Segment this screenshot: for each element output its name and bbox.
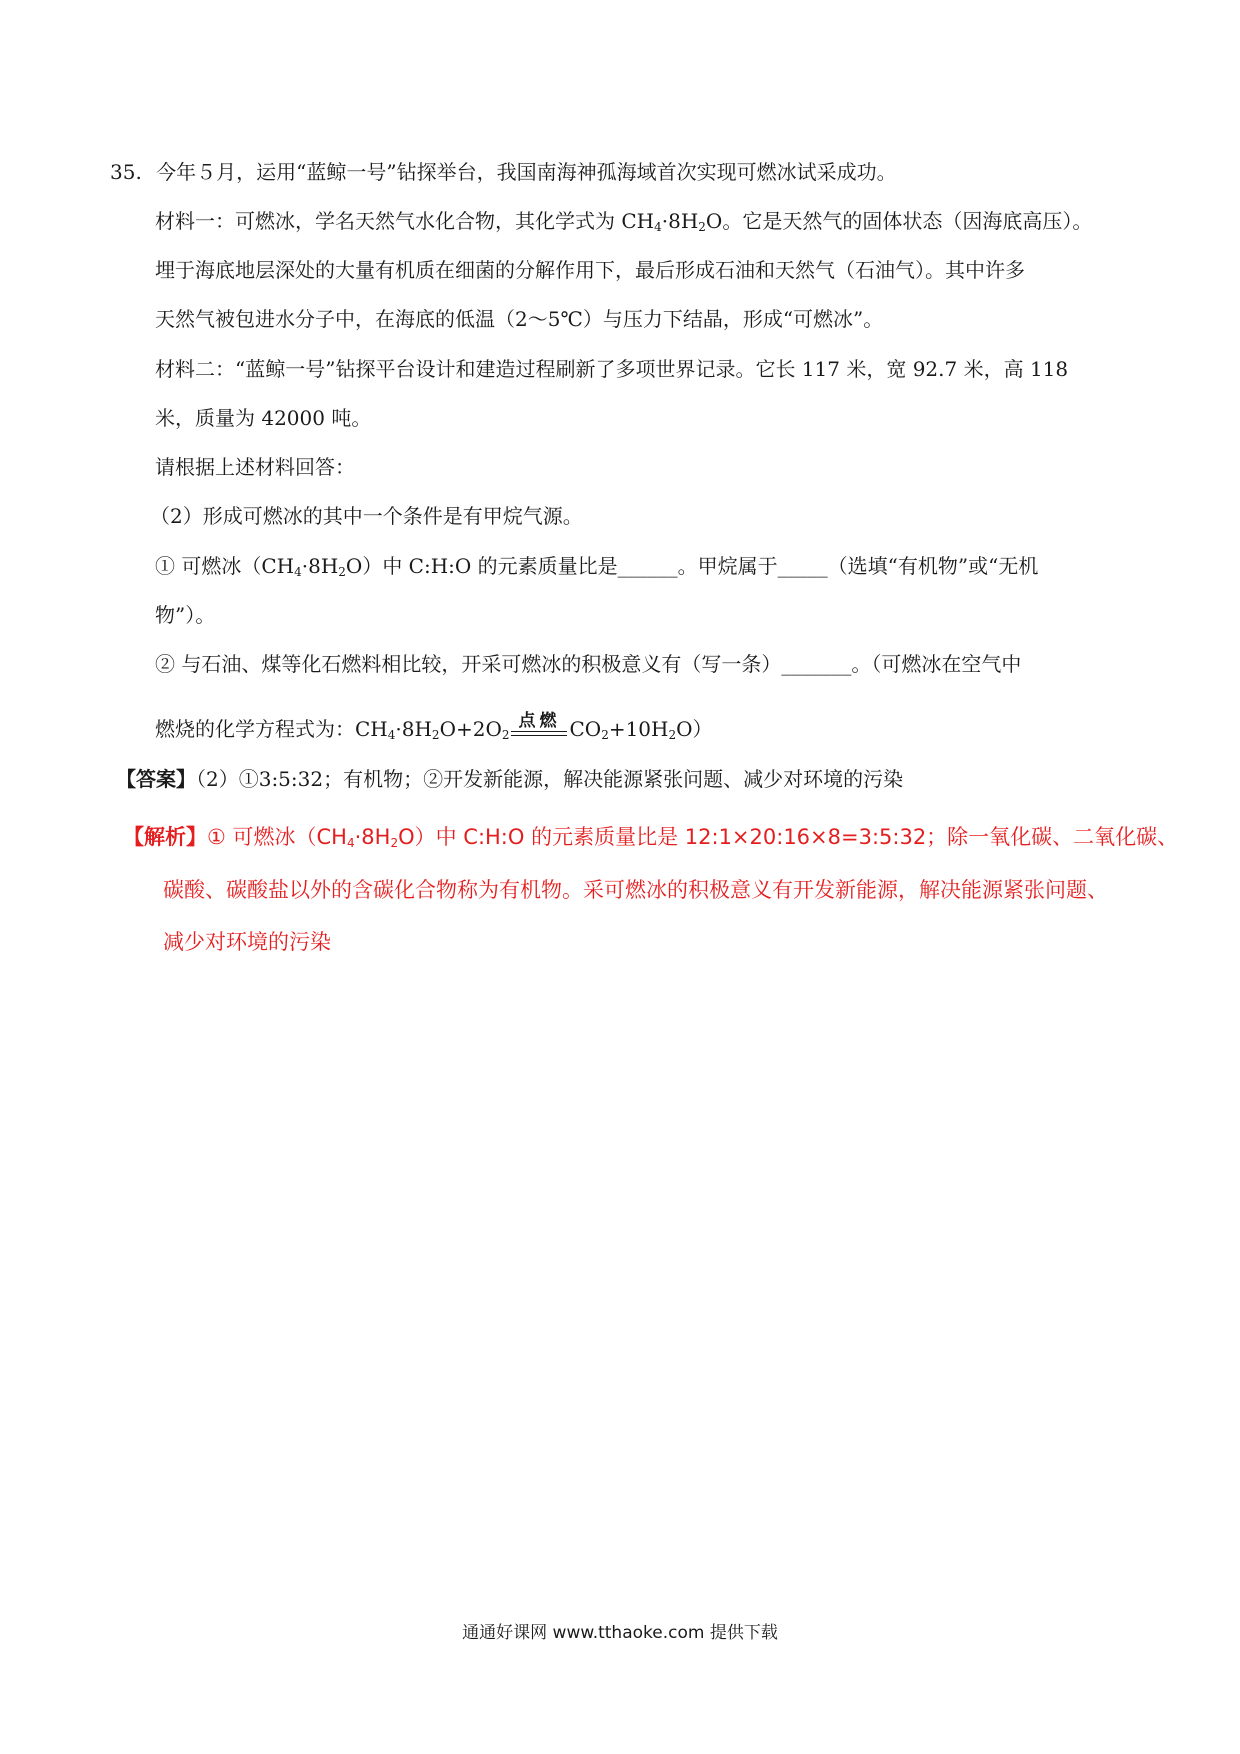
combustion-equation: 燃烧的化学方程式为：$CH_4\cdot 8H_2O+2O_2$ 点燃 $CO_2+10H_2O$） — [155, 715, 713, 745]
material1-line2: 埋于海底地层深处的大量有机质在细菌的分解作用下，最后形成石油和天然气（石油气）。其中许多 — [155, 258, 1025, 282]
part2-heading: （2）形成可燃冰的其中一个条件是有甲烷气源。 — [150, 504, 583, 528]
analysis-line1: 【解析】① 可燃冰$(CH_4\cdot 8H_2O)$中 C:H:O 的元素质量比是 12:1×20:16×8=3:5:32；除一氧化碳、二氧化碳、 — [123, 825, 1179, 850]
material1-line1: 材料一：可燃冰，学名天然气水化合物，其化学式为 $CH_4\cdot 8H_2O$。它是天然气的固体状态（因海底高压）。 — [155, 209, 1093, 234]
question-number: 35. — [110, 160, 142, 184]
answer-line — [116, 765, 903, 793]
answer-label: 【答案】 — [116, 767, 196, 791]
answer-prompt: 请根据上述材料回答： — [155, 455, 355, 479]
reaction-condition: 点燃 — [518, 710, 561, 731]
question-stem-text: 今年５月，运用“蓝鲸一号”钻探举台，我国南海神孤海域首次实现可燃冰试采成功。 — [156, 160, 897, 184]
question-stem — [110, 158, 897, 186]
sub-question-2: ② 与石油、煤等化石燃料相比较，开采可燃冰的积极意义有（写一条）_______。（可燃冰在空气中 — [155, 652, 1022, 676]
analysis-line3: 减少对环境的污染 — [163, 930, 331, 954]
sub-question-1: ① 可燃冰$(CH_4\cdot 8H_2O)$中 C:H:O 的元素质量比是______。甲烷属于_____（选填“有机物”或“无机 — [155, 554, 1039, 579]
material1-line3: 天然气被包进水分子中，在海底的低温（2～5℃）与压力下结晶，形成“可燃冰”。 — [155, 307, 884, 331]
material2-line2: 米，质量为 42000 吨。 — [155, 406, 372, 430]
analysis-label: 【解析】 — [123, 825, 207, 849]
reaction-arrow — [511, 710, 567, 745]
analysis-line2: 碳酸、碳酸盐以外的含碳化合物称为有机物。采可燃冰的积极意义有开发新能源，解决能源紧张问题、 — [163, 878, 1108, 902]
material2-line1: 材料二：“蓝鲸一号”钻探平台设计和建造过程刷新了多项世界记录。它长 117 米，宽 92.7 米，高 118 — [155, 357, 1069, 381]
footer-credit: 通通好课网 www.tthaoke.com 提供下载 — [462, 1623, 778, 1643]
answer-text: （2）①3:5:32；有机物；②开发新能源，解决能源紧张问题、减少对环境的污染 — [196, 767, 904, 791]
sub-question-1-cont: 物”）。 — [155, 603, 216, 627]
